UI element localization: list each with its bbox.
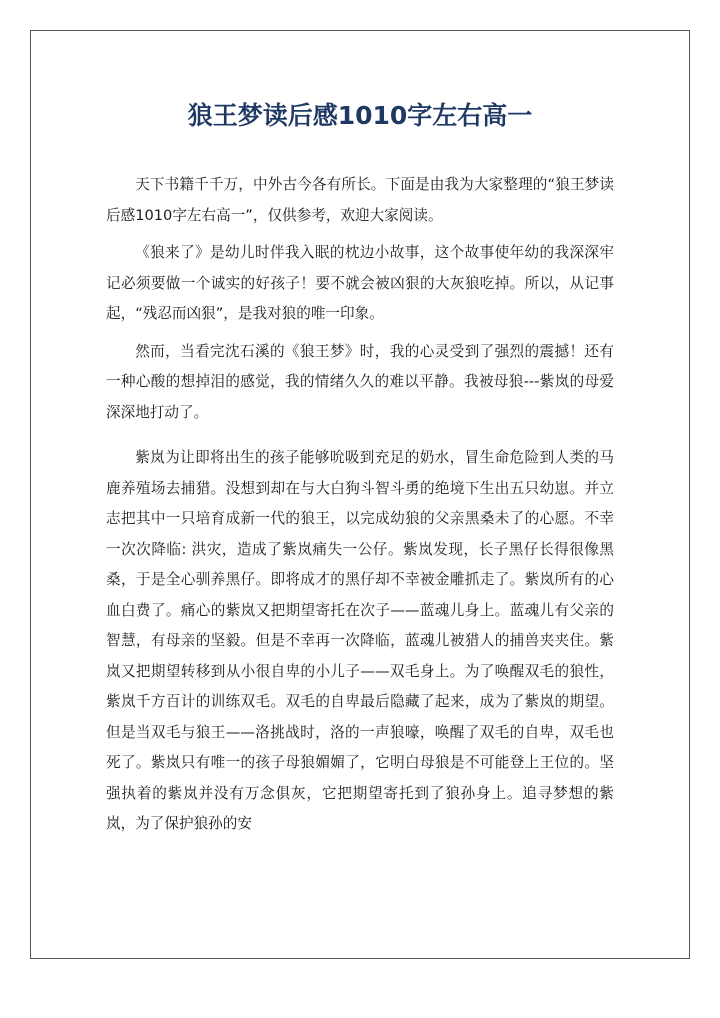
- paragraph-story: 紫岚为让即将出生的孩子能够吮吸到充足的奶水，冒生命危险到人类的马鹿养殖场去捕猎。没想到却在与大白狗斗智斗勇的绝境下生出五只幼崽。并立志把其中一只培育成新一代的狼王，以完成幼狼的父亲黑桑未了的心愿。不幸一次次降临: 洪灾，造成了紫岚痛失一公仔。紫岚发现，长子黑仔长得很像黑桑，于是全心驯养黑仔。即将成才的黑仔却不幸被金雕抓走了。紫岚所有的心血白费了。痛心的紫岚又把期望寄托在次子——蓝魂儿身上。蓝魂儿有父亲的智慧，有母亲的坚毅。但是不幸再一次降临，蓝魂儿被猎人的捕兽夹夹住。紫岚又把期望转移到从小很自卑的小儿子——双毛身上。为了唤醒双毛的狼性，紫岚千方百计的训练双毛。双毛的自卑最后隐藏了起来，成为了紫岚的期望。但是当双毛与狼王——洛挑战时，洛的一声狼嚎，唤醒了双毛的自卑，双毛也死了。紫岚只有唯一的孩子母狼媚媚了，它明白母狼是不可能登上王位的。坚强执着的紫岚并没有万念俱灰，它把期望寄托到了狼孙身上。追寻梦想的紫岚，为了保护狼孙的安: [106, 449, 614, 832]
- paragraph-impression: 然而，当看完沈石溪的《狼王梦》时，我的心灵受到了强烈的震撼！还有一种心酸的想掉泪的感觉，我的情绪久久的难以平静。我被母狼---紫岚的母爱深深地打动了。: [106, 342, 614, 421]
- paragraph-childhood: 《狼来了》是幼儿时伴我入眠的枕边小故事，这个故事使年幼的我深深牢记必须要做一个诚实的好孩子！要不就会被凶狠的大灰狼吃掉。所以，从记事起，“残忍而凶狠”，是我对狼的唯一印象。: [106, 244, 614, 322]
- document-title: 狼王梦读后感1010字左右高一: [187, 101, 533, 130]
- paragraph-intro: 天下书籍千千万，中外古今各有所长。下面是由我为大家整理的“狼王梦读后感1010字左右高一”，仅供参考，欢迎大家阅读。: [106, 176, 614, 224]
- document-body: [106, 170, 614, 847]
